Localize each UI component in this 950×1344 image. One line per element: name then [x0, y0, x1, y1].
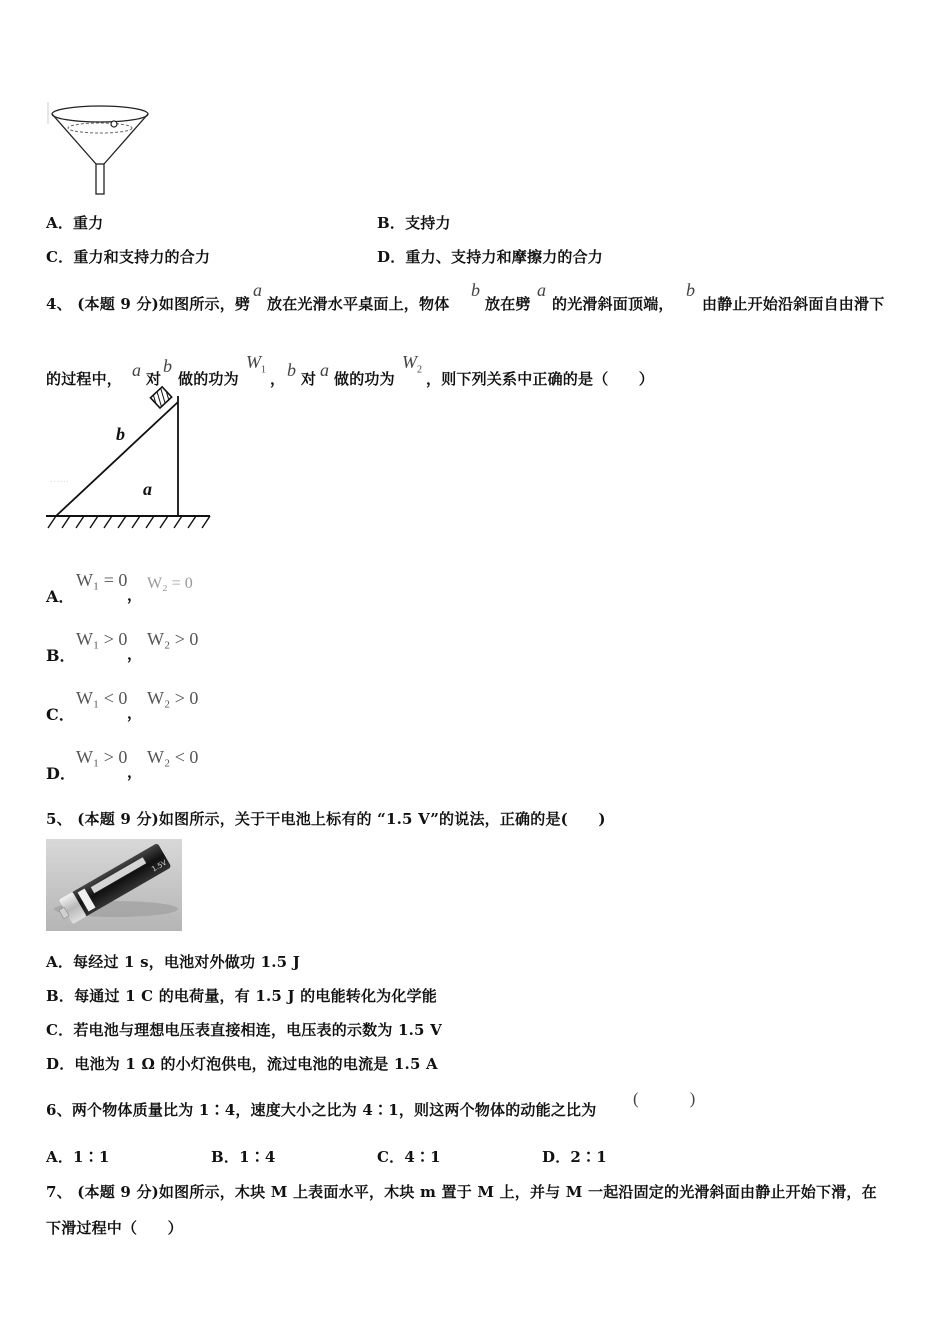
- q4-stem-part: 放在劈: [485, 295, 531, 313]
- option-comma: ，: [127, 645, 143, 663]
- q4-stem-part: 放在光滑水平桌面上，物体: [267, 295, 450, 313]
- option-comma: ，: [127, 586, 143, 604]
- q3-option-b: B．支持力: [377, 214, 451, 232]
- var-a: a: [320, 360, 329, 380]
- var-a: a: [537, 280, 546, 300]
- figure-label-b: b: [116, 424, 125, 444]
- funnel-figure: [44, 98, 156, 198]
- ball: [111, 121, 117, 127]
- battery-label: 1.5V: [150, 858, 169, 874]
- q4-stem-part: 的过程中，: [46, 370, 123, 388]
- q4-stem-part: ，则下列关系中正确的是（ ）: [426, 370, 655, 388]
- q4-option-b-letter: B．: [46, 646, 76, 665]
- q4-option-b-w2: W₂ > 0: [147, 629, 199, 649]
- q6-option-a: A．1∶1: [46, 1148, 110, 1166]
- svg-text:......: ......: [50, 474, 70, 485]
- q3-option-a: A．重力: [46, 214, 104, 232]
- wedge-slope: [56, 402, 178, 516]
- q4-stem-part: ，: [270, 370, 286, 388]
- q3-option-d: D．重力、支持力和摩擦力的合力: [377, 248, 604, 266]
- var-a: a: [253, 280, 262, 300]
- block-b: [150, 387, 171, 408]
- q4-stem-part: 做的功为: [178, 370, 239, 388]
- q4-stem-part: 做的功为: [334, 370, 395, 388]
- q5-option-a: A．每经过 1 s，电池对外做功 1.5 J: [46, 953, 301, 971]
- q4-option-a-w2: W₂ = 0: [147, 575, 193, 592]
- var-b: b: [287, 360, 296, 380]
- q7-stem-line1: 7、 (本题 9 分)如图所示，木块 M 上表面水平，木块 m 置于 M 上，并与 M 一起沿固定的光滑斜面由静止开始下滑，在: [46, 1183, 877, 1201]
- var-b: b: [686, 280, 695, 300]
- var-b: b: [163, 356, 172, 376]
- q4-option-c-w2: W₂ > 0: [147, 688, 199, 708]
- q4-option-c-letter: C．: [46, 705, 75, 724]
- option-comma: ，: [127, 704, 143, 722]
- q4-stem-part: 4、 (本题 9 分)如图所示，劈: [46, 295, 251, 313]
- var-w1: $W_1$: [246, 352, 266, 376]
- q6-option-d: D．2∶1: [542, 1148, 607, 1166]
- q6-option-c: C．4∶1: [377, 1148, 441, 1166]
- q4-option-d-w1: W₁ > 0: [76, 747, 128, 767]
- q5-option-c: C．若电池与理想电压表直接相连，电压表的示数为 1.5 V: [46, 1021, 442, 1039]
- q5-stem: 5、 (本题 9 分)如图所示，关于干电池上标有的 “1.5 V”的说法，正确的是( ): [46, 810, 606, 828]
- var-a: a: [132, 360, 141, 380]
- q4-option-d-w2: W₂ < 0: [147, 747, 199, 767]
- figure-label-a: a: [143, 479, 152, 499]
- var-b: b: [471, 280, 480, 300]
- option-comma: ，: [127, 763, 143, 781]
- q5-option-d: D．电池为 1 Ω 的小灯泡供电，流过电池的电流是 1.5 A: [46, 1055, 438, 1073]
- q4-option-d-letter: D．: [46, 764, 76, 783]
- q4-stem-part: 对: [146, 370, 162, 388]
- q4-stem-part: 由静止开始沿斜面自由滑下: [702, 295, 885, 313]
- q4-option-a-w1: W₁ = 0: [76, 570, 128, 590]
- q6-answer-paren: ( ): [633, 1089, 696, 1108]
- funnel-inner-circle: [68, 123, 132, 133]
- q4-option-b-w1: W₁ > 0: [76, 629, 128, 649]
- wedge-figure: [44, 382, 212, 534]
- q3-option-c: C．重力和支持力的合力: [46, 248, 211, 266]
- q4-stem-part: 对: [301, 370, 317, 388]
- q6-stem: 6、两个物体质量比为 1∶4，速度大小之比为 4∶1，则这两个物体的动能之比为: [46, 1101, 597, 1119]
- q6-option-b: B．1∶4: [211, 1148, 276, 1166]
- q4-option-a-letter: A．: [46, 587, 75, 606]
- q5-option-b: B．每通过 1 C 的电荷量，有 1.5 J 的电能转化为化学能: [46, 987, 437, 1005]
- q4-option-c-w1: W₁ < 0: [76, 688, 128, 708]
- q4-stem-part: 的光滑斜面顶端，: [552, 295, 674, 313]
- battery-photo: [46, 839, 182, 931]
- q7-stem-line2: 下滑过程中（ ）: [46, 1219, 183, 1237]
- var-w2: $W_2$: [402, 352, 422, 376]
